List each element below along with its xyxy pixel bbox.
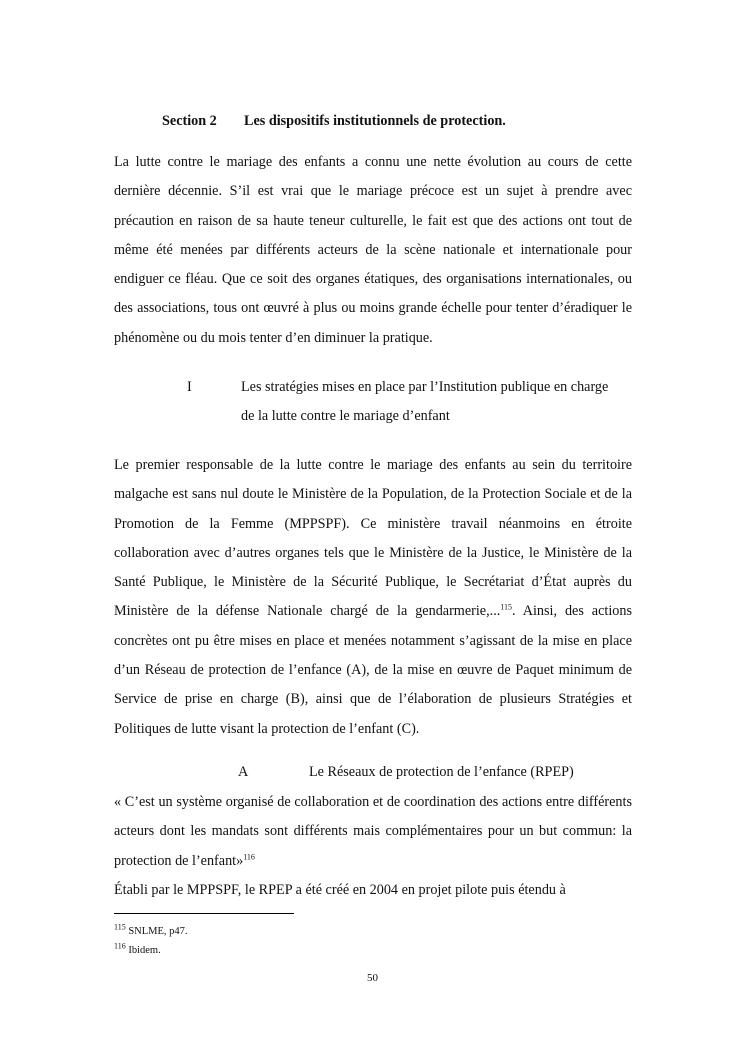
ministry-text-before: Le premier responsable de la lutte contre le mariage des enfants au sein du territoire malgache est sans nul doute le Ministère de la Population, de la Protection Sociale et de la Promotion de la Femme (MPPSPF). Ce ministère travail néanmoins en étroite collaboration avec d’autres organes tels que le Ministère de la Justice, le Ministère de la Santé Publique, le Ministère de la Sécurité Publique, le Secrétariat d’État auprès du Ministère de la défense Nationale chargé de la gendarmerie,... [114,457,632,620]
heading-a-letter: A [238,764,249,780]
quote-paragraph [114,788,632,876]
section-number: Section 2 [162,113,217,129]
ministry-text-after: . Ainsi, des actions concrètes ont pu être mises en place et menées notamment s’agissant de la mise en place d’un Réseau de protection de l’enfance (A), de la mise en œuvre de Paquet minimum de Service de prise en charge (B), ainsi que de l’élaboration de plusieurs Stratégies et Politiques de lutte visant la protection de l’enfant (C). [114,603,632,737]
footnote-separator [114,913,294,914]
heading-i-line1: Les stratégies mises en place par l’Institution publique en charge [241,379,609,395]
footnote-number: 115 [114,922,126,932]
heading-a [238,758,574,787]
footnote-116 [114,941,161,958]
footnote-115 [114,922,188,939]
heading-i-text [241,373,608,431]
quote-text: « C’est un système organisé de collaboration et de coordination des actions entre différents acteurs dont les mandats sont différents mais complémentaires pour un but commun: la protection de l’enfant» [114,794,632,869]
rpep-paragraph: Établi par le MPPSPF, le RPEP a été créé en 2004 en projet pilote puis étendu à [114,882,566,898]
section-heading [162,113,506,130]
heading-i-number: I [187,379,192,395]
ministry-paragraph [114,451,632,744]
intro-paragraph: La lutte contre le mariage des enfants a connu une nette évolution au cours de cette dernière décennie. S’il est vrai que le mariage précoce est un sujet à prendre avec précaution en raison de sa haute teneur culturelle, le fait est que des actions ont tout de même été menées par différents acteurs de la scène nationale et internationale pour endiguer ce fléau. Que ce soit des organes étatiques, des organisations internationales, ou des associations, tous ont œuvré à plus ou moins grande échelle pour tenter d’éradiquer le phénomène ou du mois tenter d’en diminuer la pratique. [114,154,632,346]
footnote-ref-115: 115 [500,602,512,612]
heading-a-title: Le Réseaux de protection de l’enfance (RPEP) [309,764,574,780]
footnote-ref-116: 116 [243,851,255,861]
footnote-text: SNLME, p47. [125,926,188,937]
footnote-number: 116 [114,941,126,951]
page-number: 50 [367,972,378,984]
heading-i-line2: de la lutte contre le mariage d’enfant [241,408,450,424]
footnote-text: Ibidem. [125,945,161,956]
section-title: Les dispositifs institutionnels de protection. [244,113,506,129]
